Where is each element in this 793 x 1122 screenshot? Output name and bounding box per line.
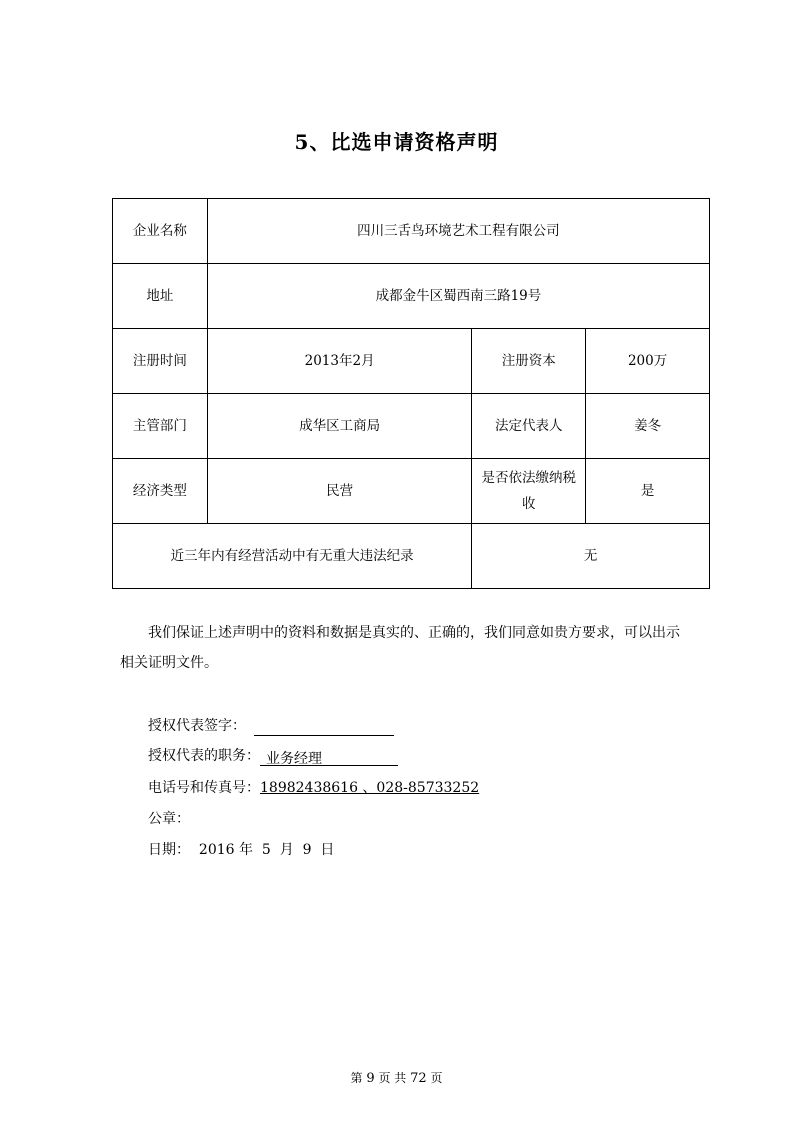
phone-value: 18982438616 、028-85733252 (260, 780, 480, 796)
position-label: 授权代表的职务： (148, 748, 260, 764)
table-row (113, 264, 710, 329)
authority-label: 主管部门 (113, 394, 208, 459)
legal-representative-value: 姜冬 (586, 394, 710, 459)
economic-type-value: 民营 (207, 459, 472, 524)
phone-label: 电话号和传真号： (148, 780, 260, 796)
company-name-label: 企业名称 (113, 199, 208, 264)
date-label: 日期： (148, 842, 190, 858)
violation-record-label: 近三年内有经营活动中有无重大违法纪录 (113, 524, 472, 589)
page-number: 9 (366, 1071, 375, 1086)
statement-paragraph: 我们保证上述声明中的资料和数据是真实的、正确的，我们同意如贵方要求，可以出示相关证明文件。 (120, 625, 680, 671)
address-label: 地址 (113, 264, 208, 329)
table-row (113, 394, 710, 459)
table-row (113, 199, 710, 264)
table-row (113, 329, 710, 394)
table-row (113, 524, 710, 589)
page-title: 5、比选申请资格声明 (294, 130, 499, 154)
date-value: 2016 年 5 月 9 日 (198, 842, 335, 858)
phone-line (148, 778, 479, 798)
signature-blank (254, 719, 394, 736)
qualification-table (112, 198, 710, 589)
total-pages: 72 (410, 1071, 427, 1086)
seal-line (148, 809, 190, 829)
table-row (113, 459, 710, 524)
signature-label: 授权代表签字： (148, 718, 246, 734)
signature-line (148, 716, 394, 736)
footer-suffix: 页 (430, 1071, 443, 1085)
registered-capital-value: 200万 (586, 329, 710, 394)
authority-value: 成华区工商局 (207, 394, 472, 459)
footer-middle: 页 共 (378, 1071, 407, 1085)
tax-paid-label: 是否依法缴纳税收 (472, 459, 586, 524)
economic-type-label: 经济类型 (113, 459, 208, 524)
address-value: 成都金牛区蜀西南三路19号 (207, 264, 709, 329)
position-line (148, 746, 398, 766)
tax-paid-value: 是 (586, 459, 710, 524)
violation-record-value: 无 (472, 524, 710, 589)
registration-time-value: 2013年2月 (207, 329, 472, 394)
date-line (148, 840, 334, 860)
registered-capital-label: 注册资本 (472, 329, 586, 394)
company-name-value: 四川三舌鸟环境艺术工程有限公司 (207, 199, 709, 264)
registration-time-label: 注册时间 (113, 329, 208, 394)
page-footer (0, 1069, 793, 1086)
position-value: 业务经理 (266, 751, 322, 767)
position-value-field (260, 749, 398, 766)
footer-prefix: 第 (350, 1071, 363, 1085)
legal-representative-label: 法定代表人 (472, 394, 586, 459)
seal-label: 公章： (148, 811, 190, 827)
